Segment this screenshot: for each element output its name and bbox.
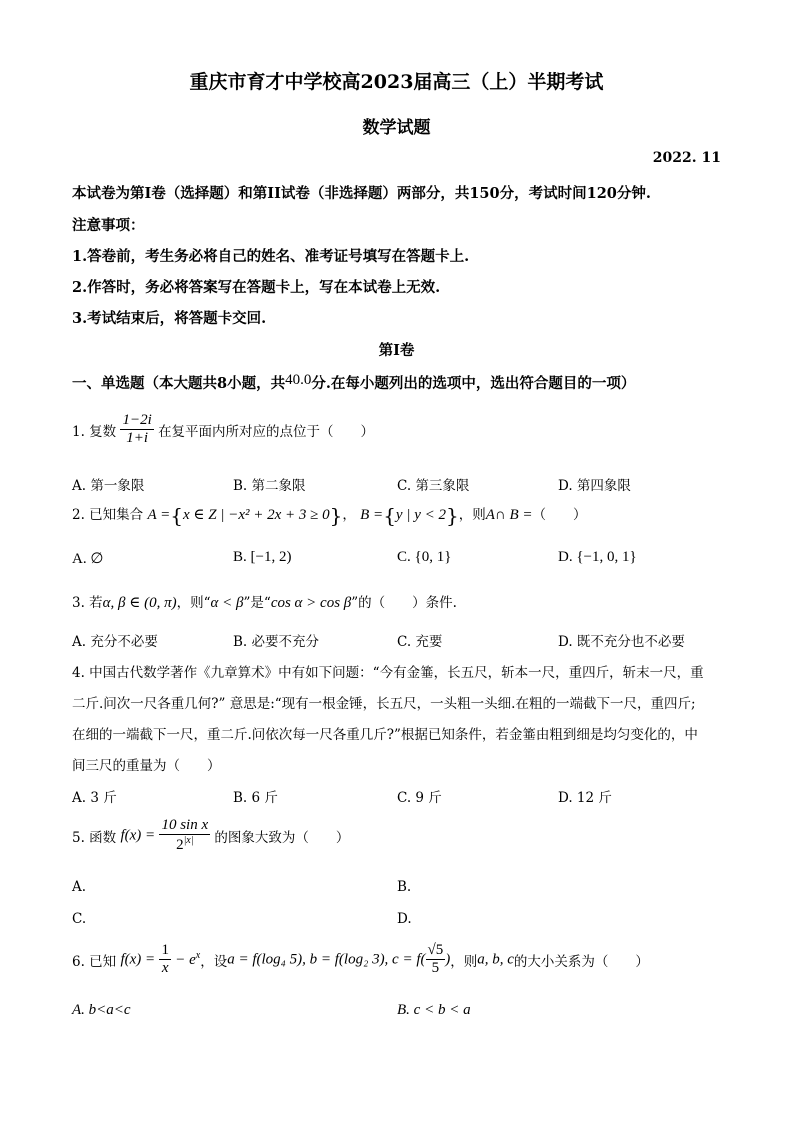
q2-option-b: B. [−1, 2)	[233, 549, 292, 565]
q3-pre: 3. 若	[72, 595, 103, 611]
q6-fraction-1x	[159, 942, 171, 978]
section-title: 第I卷	[378, 342, 415, 359]
q5-frac-num: 10 sin x	[159, 817, 210, 835]
q2-option-c: C. {0, 1}	[397, 549, 452, 565]
q5-tail: 的图象大致为（ ）	[214, 829, 350, 846]
q3-option-d: D. 既不充分也不必要	[558, 634, 685, 650]
q2-tail-pre: ，则	[458, 507, 486, 523]
q3-option-c: C. 充要	[397, 634, 443, 650]
question-4-line: 间三尺的重量为（ ）	[72, 758, 221, 774]
question-4-line: 二斤.问次一尺各重几何?” 意思是:“现有一根金锤，长五尺，一头粗一头细.在粗的一端截下一尺，重四斤;	[72, 696, 696, 712]
q2-set-a-body: x ∈ Z | −x² + 2x + 3 ≥ 0	[182, 507, 330, 523]
q1-num: 1. 复数	[72, 423, 117, 440]
q4-option-d: D. 12 斤	[558, 790, 612, 806]
question-4-line: 在细的一端截下一尺，重二斤.问依次每一尺各重几斤?”根据已知条件，若金箠由粗到细是均匀变化的，中	[72, 727, 698, 743]
q4-option-c: C. 9 斤	[397, 790, 442, 806]
q6-assign: a = f(log₄ 5), b = f(log₂ 3), c = f(	[227, 951, 426, 968]
q6-e-exp: x	[195, 950, 201, 962]
q2-brace-open: {	[383, 503, 396, 528]
exam-title: 重庆市育才中学校高2023届高三（上）半期考试	[189, 71, 604, 93]
q6-sqrt-den: 5	[431, 960, 440, 977]
q6-one: 1	[159, 942, 171, 960]
q6-pre: 6. 已知	[72, 953, 117, 970]
section-heading	[72, 372, 635, 393]
question-2	[72, 503, 587, 528]
notice-item: 1.答卷前，考生务必将自己的姓名、准考证号填写在答题卡上.	[72, 248, 470, 265]
q3-expr2: cos α > cos β	[270, 595, 352, 611]
q6-option-a: A. b<a<c	[72, 1002, 131, 1018]
q5-option-a: A.	[72, 879, 87, 895]
q2-set-a-label: A =	[147, 507, 171, 523]
question-6	[72, 942, 649, 978]
q2-tail-post: （ ）	[532, 507, 587, 523]
q5-option-d: D.	[397, 911, 412, 927]
q2-option-d: D. {−1, 0, 1}	[558, 549, 637, 565]
question-4-line: 4. 中国古代数学著作《九章算术》中有如下问题：“今有金箠，长五尺，斩本一尺，重四斤，斩末一尺，重	[72, 665, 704, 681]
notice-item: 3.考试结束后，将答题卡交回.	[72, 310, 267, 327]
q3-option-a: A. 充分不必要	[72, 634, 158, 650]
q2-sep: ，	[342, 507, 356, 523]
q2-brace-close: }	[445, 503, 459, 528]
question-1	[72, 412, 374, 448]
q6-sqrt-num: √5	[426, 942, 446, 960]
q6-minus-e: − $e^x$	[175, 950, 201, 969]
q6-mid: ，设	[200, 953, 228, 970]
q1-option-a: A. 第一象限	[72, 478, 145, 494]
q2-option-a: A. ∅	[72, 551, 104, 567]
q5-fraction	[159, 817, 210, 855]
q1-fraction	[120, 412, 153, 448]
section-heading-pre: 一、单选题（本大题共8小题，共	[72, 375, 286, 392]
q5-option-b: B.	[397, 879, 412, 895]
section-heading-post: 分.在每小题列出的选项中，选出符合题目的一项）	[311, 375, 636, 392]
q2-set-b-label: B =	[360, 507, 384, 523]
q5-fx: f(x) =	[120, 827, 156, 844]
q3-option-b: B. 必要不充分	[233, 634, 320, 650]
q6-tail-post: 的大小关系为（ ）	[513, 953, 649, 970]
notice-item: 2.作答时，务必将答案写在答题卡上，写在本试卷上无效.	[72, 279, 441, 296]
q1-option-c: C. 第三象限	[397, 478, 470, 494]
exam-date: 2022. 11	[652, 150, 721, 166]
notice-title: 注意事项：	[72, 217, 145, 234]
q1-option-d: D. 第四象限	[558, 478, 631, 494]
q2-pre: 2. 已知集合	[72, 507, 144, 523]
exam-statement: 本试卷为第I卷（选择题）和第II试卷（非选择题）两部分，共150分，考试时间120分钟.	[72, 185, 651, 202]
q6-tail-pre: ，则	[450, 953, 478, 970]
q2-tail-expr: A∩ B =	[485, 507, 533, 523]
question-5	[72, 817, 349, 855]
section-score: 40.0	[285, 372, 312, 388]
q5-den-exp: |x|	[183, 835, 194, 847]
q5-frac-den: $2^{|x|}$	[176, 835, 194, 854]
q2-brace-open: {	[170, 503, 183, 528]
q1-frac-num: 1−2i	[120, 412, 153, 430]
q1-tail: 在复平面内所对应的点位于（ ）	[158, 423, 375, 440]
q4-option-a: A. 3 斤	[72, 790, 117, 806]
q3-cond: α, β ∈ (0, π)	[102, 595, 177, 611]
q6-fraction-sqrt	[426, 942, 446, 978]
q3-expr1: α < β	[210, 595, 244, 611]
question-3	[72, 591, 457, 612]
q6-x: x	[161, 960, 169, 977]
q4-option-b: B. 6 斤	[233, 790, 278, 806]
q3-tail: ”的（ ）条件.	[351, 595, 457, 611]
q1-option-b: B. 第二象限	[233, 478, 306, 494]
q1-frac-den: 1+i	[126, 430, 149, 447]
q3-mid1: ，则“	[176, 595, 211, 611]
q6-assign-close: )	[445, 951, 451, 968]
q3-mid2: ”是“	[243, 595, 271, 611]
q6-option-b: B. c < b < a	[397, 1002, 471, 1018]
q2-set-b-body: y | y < 2	[395, 507, 446, 523]
exam-subtitle: 数学试题	[362, 118, 431, 138]
q6-fx: f(x) =	[120, 951, 156, 968]
q2-brace-close: }	[329, 503, 343, 528]
q5-option-c: C.	[72, 911, 87, 927]
q6-tail-vars: a, b, c	[477, 951, 514, 968]
q5-pre: 5. 函数	[72, 829, 117, 846]
